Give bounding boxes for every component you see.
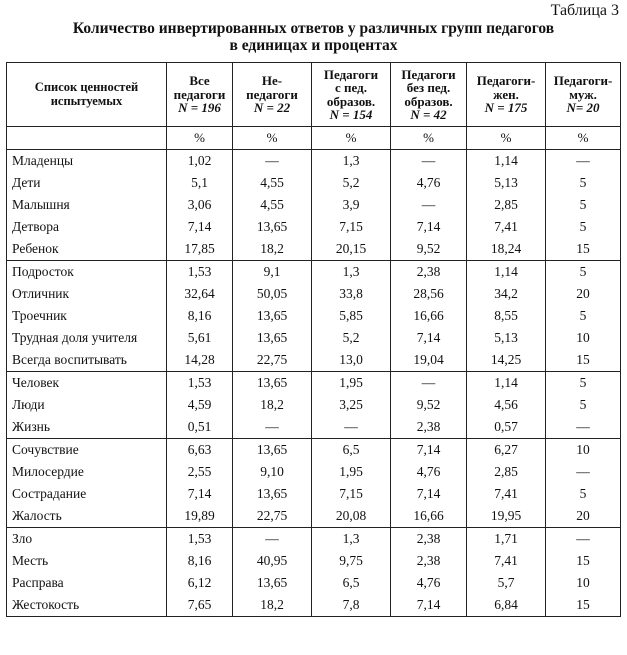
row-label: Расправа [7,572,167,594]
row-label: Всегда воспитывать [7,349,167,372]
table-title [0,20,627,54]
header-col-5-line-1: Педагоги- [553,73,613,89]
row-value: 1,3 [312,528,391,551]
row-value: 4,55 [233,172,312,194]
row-value: 3,25 [312,394,391,416]
row-value: — [233,150,312,173]
row-value: 2,85 [467,461,546,483]
row-value: 16,66 [391,505,467,528]
table-row [7,505,621,528]
row-value: 10 [546,439,621,462]
row-value: 7,15 [312,483,391,505]
row-value: 20,08 [312,505,391,528]
header-row [7,63,621,127]
row-value: 28,56 [391,283,467,305]
row-value: 1,02 [167,150,233,173]
row-value: 0,51 [167,416,233,439]
table-row [7,327,621,349]
row-value: 5,61 [167,327,233,349]
row-value: 20 [546,283,621,305]
row-value: 7,8 [312,594,391,617]
header-list: Список ценностей испытуемых [7,63,167,127]
row-value: 5,7 [467,572,546,594]
row-value: 14,25 [467,349,546,372]
row-value: 1,3 [312,150,391,173]
table-row [7,283,621,305]
row-label: Человек [7,372,167,395]
row-value: 9,52 [391,394,467,416]
row-label: Детвора [7,216,167,238]
header-col-0-line-1: Все [189,73,210,89]
header-col-1-line-1: Не- [261,73,283,89]
header-col-4-line-1: Педагоги- [476,73,536,89]
row-value: 5 [546,172,621,194]
row-value: 4,59 [167,394,233,416]
header-col-3-line-1: Педагоги [401,66,456,82]
row-value: 7,14 [167,483,233,505]
row-value: 1,14 [467,261,546,284]
row-value: 1,53 [167,528,233,551]
table-row [7,550,621,572]
table-row [7,394,621,416]
row-value: 15 [546,594,621,617]
row-value: — [391,372,467,395]
row-value: 13,65 [233,327,312,349]
row-value: — [391,150,467,173]
row-value: 6,84 [467,594,546,617]
row-value: 13,0 [312,349,391,372]
row-value: 7,41 [467,216,546,238]
row-value: — [312,416,391,439]
header-col-4 [467,63,546,127]
unit-cell-4: % [467,127,546,150]
row-value: 1,53 [167,372,233,395]
row-label: Ребенок [7,238,167,261]
unit-cell-3: % [391,127,467,150]
row-value: 7,65 [167,594,233,617]
row-value: 6,5 [312,439,391,462]
row-value: 5,2 [312,172,391,194]
row-label: Сочувствие [7,439,167,462]
row-value: — [233,416,312,439]
row-value: 50,05 [233,283,312,305]
row-value: 10 [546,572,621,594]
row-value: 7,41 [467,550,546,572]
header-col-0 [167,63,233,127]
unit-row [7,127,621,150]
row-value: 18,24 [467,238,546,261]
row-value: 5,13 [467,327,546,349]
row-value: 9,1 [233,261,312,284]
row-value: 4,76 [391,572,467,594]
table-row [7,461,621,483]
header-col-1-line-3: N = 22 [253,100,291,116]
row-label: Месть [7,550,167,572]
row-value: 7,14 [391,327,467,349]
row-value: — [546,528,621,551]
title-line-1: Количество инвертированных ответов у различных групп педагогов [72,20,555,37]
row-value: 5 [546,305,621,327]
row-value: 7,15 [312,216,391,238]
unit-cell-1: % [233,127,312,150]
row-value: 6,12 [167,572,233,594]
row-value: 2,38 [391,550,467,572]
row-label: Трудная доля учителя [7,327,167,349]
row-value: 1,14 [467,372,546,395]
row-value: 18,2 [233,594,312,617]
table-row [7,261,621,284]
header-col-1-line-2: педагоги [246,86,298,102]
row-value: 7,14 [391,483,467,505]
row-value: 2,38 [391,261,467,284]
row-value: 7,14 [391,594,467,617]
row-label: Младенцы [7,150,167,173]
row-value: 16,66 [391,305,467,327]
table-row [7,194,621,216]
header-col-4-line-2: жен. [493,86,519,102]
row-value: 1,3 [312,261,391,284]
row-value: 34,2 [467,283,546,305]
row-value: 3,06 [167,194,233,216]
row-value: 18,2 [233,238,312,261]
row-value: — [546,461,621,483]
table-row [7,172,621,194]
row-value: 5,85 [312,305,391,327]
header-col-3-line-3: N = 42 [410,107,447,122]
row-value: 0,57 [467,416,546,439]
row-value: 1,53 [167,261,233,284]
row-label: Дети [7,172,167,194]
table-row [7,216,621,238]
row-value: 13,65 [233,305,312,327]
header-col-2-line-3: N = 154 [329,107,373,122]
row-value: 5 [546,394,621,416]
row-value: 4,56 [467,394,546,416]
row-value: 6,5 [312,572,391,594]
row-value: 14,28 [167,349,233,372]
row-value: 1,14 [467,150,546,173]
table-row [7,349,621,372]
table-row [7,416,621,439]
row-value: 32,64 [167,283,233,305]
table-row [7,439,621,462]
row-value: 8,16 [167,305,233,327]
unit-cell-2: % [312,127,391,150]
title-line-2: в единицах и процентах [229,37,398,54]
row-value: 4,76 [391,172,467,194]
row-value: 7,14 [167,216,233,238]
row-label: Люди [7,394,167,416]
header-col-0-line-3: N = 196 [178,100,221,116]
row-value: 33,8 [312,283,391,305]
row-value: 5,13 [467,172,546,194]
header-col-5-line-3: N= 20 [566,100,600,116]
table-row [7,572,621,594]
data-table [6,62,621,617]
row-value: 4,76 [391,461,467,483]
row-value: 40,95 [233,550,312,572]
row-value: — [546,416,621,439]
row-value: 13,65 [233,483,312,505]
row-value: 13,65 [233,216,312,238]
table-row [7,528,621,551]
row-label: Жизнь [7,416,167,439]
unit-empty [7,127,167,150]
row-value: 9,75 [312,550,391,572]
row-value: 9,10 [233,461,312,483]
header-col-5-line-2: муж. [569,86,597,102]
header-col-2 [312,63,391,127]
row-value: — [391,194,467,216]
row-value: 13,65 [233,439,312,462]
unit-cell-0: % [167,127,233,150]
table-body [7,150,621,617]
row-value: 1,95 [312,461,391,483]
row-value: 22,75 [233,505,312,528]
row-label: Троечник [7,305,167,327]
row-value: 15 [546,550,621,572]
table-row [7,483,621,505]
row-value: 18,2 [233,394,312,416]
header-col-3-line-2: без пед. образов. [404,80,453,109]
table-row [7,372,621,395]
row-value: 2,38 [391,528,467,551]
table-row [7,238,621,261]
header-col-3 [391,63,467,127]
table-row [7,305,621,327]
table-row [7,594,621,617]
row-value: 20 [546,505,621,528]
row-label: Подросток [7,261,167,284]
row-value: 15 [546,349,621,372]
row-value: 13,65 [233,572,312,594]
row-value: 10 [546,327,621,349]
row-value: 17,85 [167,238,233,261]
row-value: 20,15 [312,238,391,261]
table-row [7,150,621,173]
row-value: 5 [546,483,621,505]
row-value: 5 [546,194,621,216]
header-col-1 [233,63,312,127]
row-value: 7,14 [391,216,467,238]
row-value: 8,16 [167,550,233,572]
row-value: 19,04 [391,349,467,372]
row-value: 5,1 [167,172,233,194]
row-value: 7,41 [467,483,546,505]
row-value: 22,75 [233,349,312,372]
row-label: Сострадание [7,483,167,505]
row-value: 1,95 [312,372,391,395]
row-value: 19,95 [467,505,546,528]
row-label: Милосердие [7,461,167,483]
row-value: — [233,528,312,551]
row-value: 1,71 [467,528,546,551]
row-value: 5 [546,261,621,284]
row-value: 19,89 [167,505,233,528]
row-value: 6,27 [467,439,546,462]
row-label: Жалость [7,505,167,528]
row-value: 2,55 [167,461,233,483]
row-label: Отличник [7,283,167,305]
row-value: 5,2 [312,327,391,349]
row-label: Жестокость [7,594,167,617]
row-value: — [546,150,621,173]
row-value: 6,63 [167,439,233,462]
table-number: Таблица 3 [550,2,619,19]
header-col-5 [546,63,621,127]
row-value: 4,55 [233,194,312,216]
header-col-2-line-1: Педагоги [323,66,379,82]
row-value: 2,38 [391,416,467,439]
row-value: 7,14 [391,439,467,462]
row-value: 3,9 [312,194,391,216]
header-col-4-line-3: N = 175 [484,100,528,116]
row-value: 9,52 [391,238,467,261]
row-value: 15 [546,238,621,261]
row-value: 2,85 [467,194,546,216]
unit-cell-5: % [546,127,621,150]
row-value: 5 [546,372,621,395]
row-value: 8,55 [467,305,546,327]
row-value: 5 [546,216,621,238]
header-col-2-line-2: с пед. образов. [326,80,376,109]
header-col-0-line-2: педагоги [173,86,226,102]
row-label: Зло [7,528,167,551]
row-label: Малышня [7,194,167,216]
row-value: 13,65 [233,372,312,395]
